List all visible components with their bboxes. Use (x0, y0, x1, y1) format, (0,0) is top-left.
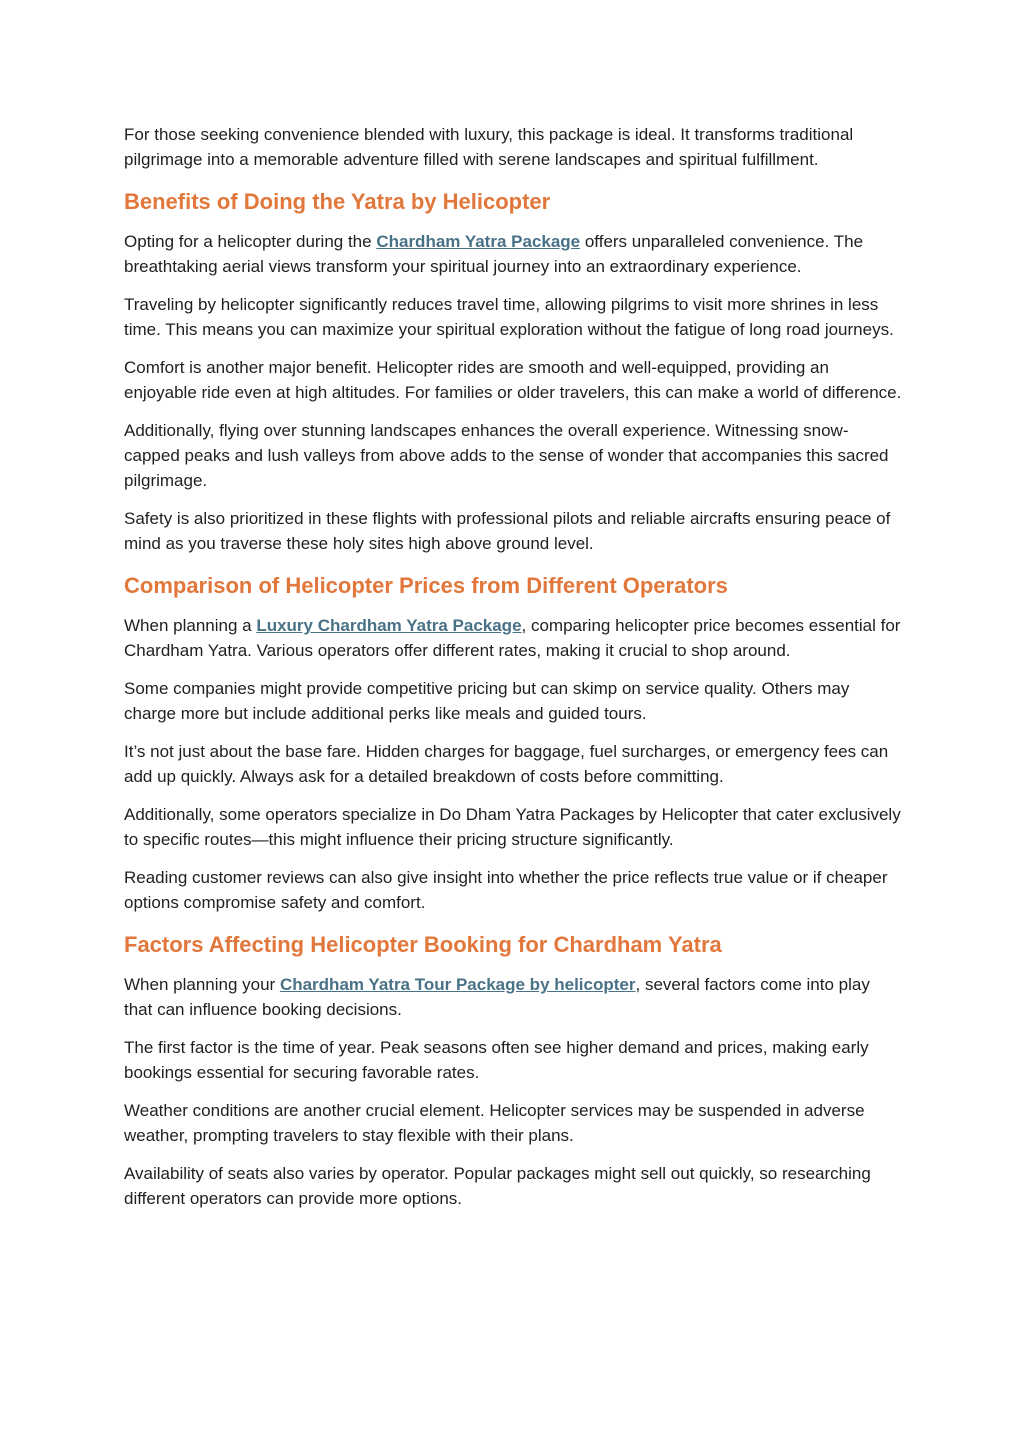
section-heading-benefits: Benefits of Doing the Yatra by Helicopter (124, 189, 551, 214)
paragraph-text: When planning your (124, 975, 280, 994)
chardham-yatra-package-link[interactable]: Chardham Yatra Package (376, 232, 581, 251)
factors-paragraph-4: Availability of seats also varies by operator. Popular packages might sell out quickly, so researching different operators can provide more options. (124, 1164, 871, 1208)
benefits-paragraph-5: Safety is also prioritized in these flights with professional pilots and reliable aircrafts ensuring peace of mind as you traverse these holy sites high above ground level. (124, 509, 891, 553)
comparison-paragraph-1 (124, 613, 902, 663)
benefits-paragraph-4: Additionally, flying over stunning landscapes enhances the overall experience. Witnessing snow-capped peaks and lush valleys from above adds to the sense of wonder that accompanies this sacred pilgrimage. (124, 421, 889, 490)
factors-paragraph-1 (124, 972, 902, 1022)
section-heading-factors: Factors Affecting Helicopter Booking for Chardham Yatra (124, 932, 722, 957)
benefits-paragraph-2: Traveling by helicopter significantly reduces travel time, allowing pilgrims to visit more shrines in less time. This means you can maximize your spiritual exploration without the fatigue of long road journeys. (124, 295, 894, 339)
chardham-yatra-tour-package-link[interactable]: Chardham Yatra Tour Package by helicopter (279, 975, 636, 994)
intro-paragraph: For those seeking convenience blended with luxury, this package is ideal. It transforms traditional pilgrimage into a memorable adventure filled with serene landscapes and spiritual fulfillment. (124, 125, 854, 169)
paragraph-text: , several factors come into play that can influence booking decisions. (124, 975, 870, 1019)
comparison-paragraph-4: Additionally, some operators specialize in Do Dham Yatra Packages by Helicopter that cater exclusively to specific routes—this might influence their pricing structure significantly. (124, 805, 901, 849)
benefits-paragraph-1 (124, 229, 902, 279)
comparison-paragraph-2: Some companies might provide competitive pricing but can skimp on service quality. Others may charge more but include additional perks like meals and guided tours. (124, 679, 850, 723)
comparison-paragraph-5: Reading customer reviews can also give insight into whether the price reflects true value or if cheaper options compromise safety and comfort. (124, 868, 888, 912)
luxury-chardham-yatra-package-link[interactable]: Luxury Chardham Yatra Package (256, 616, 522, 635)
document-page (124, 122, 902, 1224)
paragraph-text: When planning a (124, 616, 257, 635)
comparison-paragraph-3: It’s not just about the base fare. Hidden charges for baggage, fuel surcharges, or emergency fees can add up quickly. Always ask for a detailed breakdown of costs before committing. (124, 742, 889, 786)
paragraph-text: , comparing helicopter price becomes essential for Chardham Yatra. Various operators offer different rates, making it crucial to shop around. (124, 616, 901, 660)
factors-paragraph-2: The first factor is the time of year. Peak seasons often see higher demand and prices, making early bookings essential for securing favorable rates. (124, 1038, 869, 1082)
paragraph-text: offers unparalleled convenience. The breathtaking aerial views transform your spiritual journey into an extraordinary experience. (124, 232, 864, 276)
section-heading-comparison: Comparison of Helicopter Prices from Different Operators (124, 573, 728, 598)
factors-paragraph-3: Weather conditions are another crucial element. Helicopter services may be suspended in adverse weather, prompting travelers to stay flexible with their plans. (124, 1101, 865, 1145)
paragraph-text: Opting for a helicopter during the (124, 232, 377, 251)
benefits-paragraph-3: Comfort is another major benefit. Helicopter rides are smooth and well-equipped, providing an enjoyable ride even at high altitudes. For families or older travelers, this can make a world of difference. (124, 358, 902, 402)
